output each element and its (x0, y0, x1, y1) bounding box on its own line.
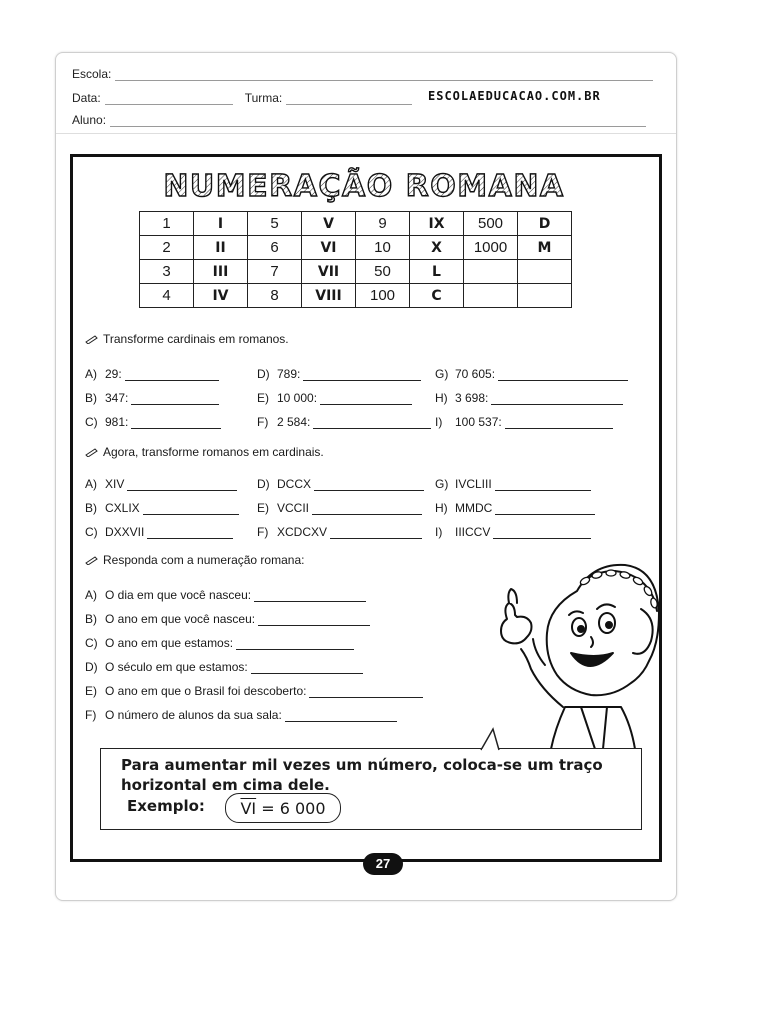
answer-item (85, 477, 237, 491)
answer-line[interactable] (505, 418, 613, 429)
item-prompt: 347: (105, 391, 129, 405)
answer-item (435, 367, 628, 381)
example-label: Exemplo: (127, 797, 205, 815)
item-letter: A) (85, 477, 97, 491)
item-letter: E) (85, 684, 97, 698)
roman-cell: IX (410, 212, 464, 236)
answer-line[interactable] (236, 639, 354, 650)
item-letter: E) (257, 391, 269, 405)
date-row (72, 91, 412, 105)
answer-line[interactable] (493, 528, 591, 539)
answer-line[interactable] (495, 504, 595, 515)
roman-cell: X (410, 236, 464, 260)
roman-cell: C (410, 284, 464, 308)
answer-item (85, 525, 233, 539)
answer-line[interactable] (330, 528, 422, 539)
item-letter: C) (85, 525, 98, 539)
roman-cell: II (194, 236, 248, 260)
item-prompt: 10 000: (277, 391, 318, 405)
item-prompt: IVCLIII (455, 477, 492, 491)
number-cell: 8 (248, 284, 302, 308)
item-prompt: O ano em que você nasceu: (105, 612, 256, 626)
date-label: Data: (72, 91, 101, 105)
pencil-icon (85, 555, 99, 565)
item-prompt: 2 584: (277, 415, 311, 429)
date-field[interactable] (105, 94, 233, 105)
roman-cell: D (518, 212, 572, 236)
site-name: ESCOLAEDUCACAO.COM.BR (428, 89, 601, 103)
answer-item (257, 391, 412, 405)
student-row (72, 113, 646, 127)
item-prompt: O século em que estamos: (105, 660, 248, 674)
answer-line[interactable] (143, 504, 239, 515)
number-cell: 2 (140, 236, 194, 260)
item-letter: I) (435, 525, 443, 539)
reference-row (140, 260, 572, 284)
item-letter: A) (85, 588, 97, 602)
answer-line[interactable] (309, 687, 423, 698)
item-prompt: CXLIX (105, 501, 140, 515)
item-prompt: DXXVII (105, 525, 145, 539)
item-prompt: O ano em que estamos: (105, 636, 234, 650)
item-prompt: IIICCV (455, 525, 491, 539)
roman-cell: VIII (302, 284, 356, 308)
roman-cell: I (194, 212, 248, 236)
roman-cell: L (410, 260, 464, 284)
section1-instruction (85, 332, 289, 346)
item-letter: F) (85, 708, 97, 722)
item-prompt: MMDC (455, 501, 493, 515)
item-prompt: 100 537: (455, 415, 502, 429)
exercise-sheet (70, 154, 662, 871)
number-cell: 10 (356, 236, 410, 260)
roman-cell (518, 284, 572, 308)
roman-reference-table (139, 211, 572, 308)
answer-item (257, 477, 424, 491)
item-letter: G) (435, 367, 449, 381)
answer-item (85, 612, 370, 626)
title-banner (119, 167, 609, 203)
item-prompt: O número de alunos da sua sala: (105, 708, 282, 722)
number-cell: 1000 (464, 236, 518, 260)
section3-instruction (85, 553, 304, 567)
item-letter: H) (435, 501, 448, 515)
answer-item (435, 477, 591, 491)
roman-cell: VII (302, 260, 356, 284)
answer-item (257, 415, 431, 429)
item-prompt: O dia em que você nasceu: (105, 588, 252, 602)
item-letter: B) (85, 612, 97, 626)
answer-item (85, 636, 354, 650)
answer-line[interactable] (147, 528, 233, 539)
answer-line[interactable] (125, 370, 219, 381)
item-letter: C) (85, 636, 98, 650)
answer-line[interactable] (313, 418, 431, 429)
item-prompt: VCCII (277, 501, 310, 515)
answer-item (257, 367, 421, 381)
number-cell: 50 (356, 260, 410, 284)
answer-item (435, 525, 591, 539)
item-letter: G) (435, 477, 449, 491)
roman-girl-illustration (445, 557, 659, 749)
answer-line[interactable] (314, 480, 424, 491)
header-divider (56, 133, 676, 134)
number-cell: 9 (356, 212, 410, 236)
section2-text: Agora, transforme romanos em cardinais. (103, 445, 324, 459)
answer-item (435, 415, 613, 429)
roman-cell: III (194, 260, 248, 284)
answer-line[interactable] (127, 480, 237, 491)
number-cell: 500 (464, 212, 518, 236)
answer-line[interactable] (498, 370, 628, 381)
number-cell: 3 (140, 260, 194, 284)
worksheet-title: NUMERAÇÃO ROMANA (163, 169, 565, 203)
item-letter: F) (257, 525, 269, 539)
answer-line[interactable] (320, 394, 412, 405)
item-prompt: O ano em que o Brasil foi descoberto: (105, 684, 307, 698)
answer-line[interactable] (131, 418, 221, 429)
item-letter: A) (85, 367, 97, 381)
section2-instruction (85, 445, 324, 459)
number-cell (464, 260, 518, 284)
number-cell: 5 (248, 212, 302, 236)
example-value: = 6 000 (261, 798, 326, 818)
answer-item (257, 525, 422, 539)
number-cell: 100 (356, 284, 410, 308)
reference-row (140, 236, 572, 260)
roman-cell: IV (194, 284, 248, 308)
item-letter: B) (85, 391, 97, 405)
item-letter: D) (85, 660, 98, 674)
answer-line[interactable] (254, 591, 366, 602)
roman-cell (518, 260, 572, 284)
answer-item (257, 501, 422, 515)
answer-item (85, 391, 219, 405)
answer-item (85, 588, 366, 602)
student-label: Aluno: (72, 113, 107, 127)
answer-line[interactable] (251, 663, 363, 674)
example-numeral: $\overline{VI}$ (240, 798, 257, 818)
answer-item (85, 660, 363, 674)
school-row (72, 67, 653, 81)
roman-cell: VI (302, 236, 356, 260)
item-letter: H) (435, 391, 448, 405)
number-cell: 6 (248, 236, 302, 260)
item-letter: B) (85, 501, 97, 515)
roman-cell: M (518, 236, 572, 260)
number-cell: 4 (140, 284, 194, 308)
page-number: 27 (363, 853, 403, 875)
item-letter: F) (257, 415, 269, 429)
example-box (225, 793, 341, 823)
hint-box (100, 748, 642, 830)
answer-line[interactable] (491, 394, 623, 405)
item-letter: E) (257, 501, 269, 515)
item-prompt: 789: (277, 367, 301, 381)
pencil-icon (85, 447, 99, 457)
item-prompt: 3 698: (455, 391, 489, 405)
answer-item (85, 708, 397, 722)
answer-line[interactable] (312, 504, 422, 515)
answer-item (435, 391, 623, 405)
hint-text: Para aumentar mil vezes um número, coloca-se um traço horizontal em cima dele. (121, 756, 603, 794)
number-cell: 1 (140, 212, 194, 236)
answer-item (85, 684, 423, 698)
answer-line[interactable] (495, 480, 591, 491)
item-letter: I) (435, 415, 443, 429)
item-prompt: 70 605: (455, 367, 496, 381)
item-prompt: XCDCXV (277, 525, 328, 539)
item-prompt: 981: (105, 415, 129, 429)
worksheet-card (55, 52, 677, 901)
student-field[interactable] (110, 116, 646, 127)
item-prompt: XIV (105, 477, 125, 491)
section3-text: Responda com a numeração romana: (103, 553, 305, 567)
item-prompt: DCCX (277, 477, 312, 491)
answer-line[interactable] (285, 711, 397, 722)
answer-line[interactable] (258, 615, 370, 626)
roman-cell: V (302, 212, 356, 236)
answer-item (435, 501, 595, 515)
section1-text: Transforme cardinais em romanos. (103, 332, 289, 346)
answer-item (85, 367, 219, 381)
school-label: Escola: (72, 67, 112, 81)
class-label: Turma: (244, 91, 283, 105)
item-letter: D) (257, 367, 270, 381)
school-field[interactable] (115, 70, 653, 81)
item-prompt: 29: (105, 367, 122, 381)
answer-item (85, 501, 239, 515)
answer-line[interactable] (303, 370, 421, 381)
item-letter: D) (257, 477, 270, 491)
answer-item (85, 415, 221, 429)
answer-line[interactable] (131, 394, 219, 405)
class-field[interactable] (286, 94, 412, 105)
speech-pointer (479, 727, 503, 751)
pencil-icon (85, 334, 99, 344)
number-cell (464, 284, 518, 308)
number-cell: 7 (248, 260, 302, 284)
reference-row (140, 284, 572, 308)
reference-row (140, 212, 572, 236)
item-letter: C) (85, 415, 98, 429)
